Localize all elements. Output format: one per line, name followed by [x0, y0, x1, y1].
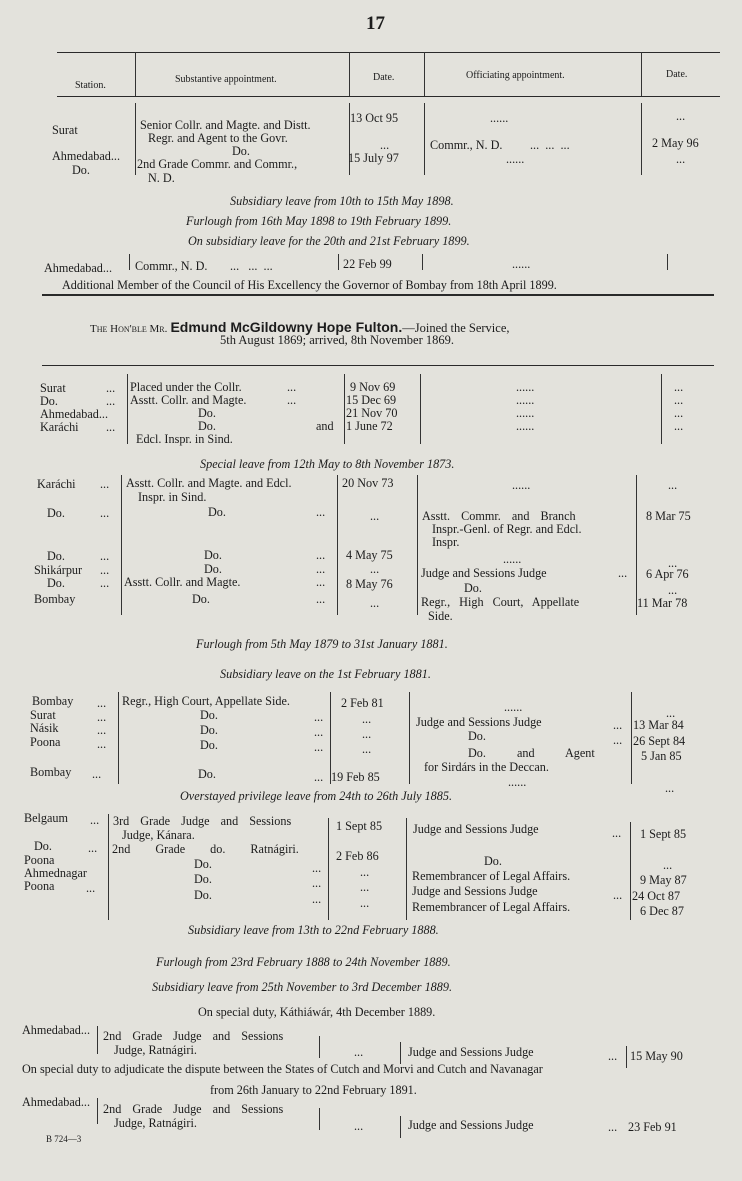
header-officiating: Officiating appointment.: [466, 70, 565, 81]
officiating: ......: [506, 152, 525, 166]
header-date-2: Date.: [666, 69, 688, 80]
off-date: 2 May 96: [652, 136, 699, 150]
col-divider: [424, 103, 425, 175]
date: 15 July 97: [348, 151, 399, 165]
header-divider: [641, 52, 642, 96]
appointment: Do.: [204, 562, 222, 576]
officiating: ......: [516, 380, 535, 394]
station: Surat: [30, 708, 56, 722]
date: ...: [354, 1045, 364, 1059]
officiating: Judge and Sessions Judge: [421, 566, 547, 580]
officiating: ......: [516, 393, 535, 407]
off-date: ...: [663, 858, 673, 872]
col-divider: [667, 254, 668, 270]
leader-dots: ...: [100, 563, 110, 577]
leader-dots: ...: [316, 562, 326, 576]
date: 15 Dec 69: [346, 393, 397, 407]
officiating: for Sirdárs in the Deccan.: [424, 760, 549, 774]
leader-dots: ...: [97, 710, 107, 724]
col-divider: [127, 374, 128, 444]
appointment: Do.: [204, 548, 222, 562]
appointment: Do.: [200, 708, 218, 722]
appointment: N. D.: [148, 171, 175, 185]
appointment: Do.: [200, 738, 218, 752]
col-divider: [400, 1116, 401, 1138]
officiating: ......: [503, 552, 522, 566]
header-divider: [135, 52, 136, 96]
appointment: Judge, Ratnágiri.: [114, 1116, 197, 1130]
col-divider: [338, 254, 339, 270]
off-date: ...: [674, 393, 684, 407]
connector: and: [316, 419, 334, 433]
leave-note: Subsidiary leave from 13th to 22nd February 1888.: [188, 923, 439, 937]
date: 1 June 72: [346, 419, 393, 433]
officiating: Do.: [484, 854, 502, 868]
leader-dots: ...: [608, 1049, 618, 1063]
leave-note: Subsidiary leave from 25th November to 3rd December 1889.: [152, 980, 453, 994]
leader-dots: ...: [106, 420, 116, 434]
appointment: Commr., N. D.: [135, 259, 208, 273]
off-date: 23 Feb 91: [628, 1120, 677, 1134]
date: ...: [370, 596, 380, 610]
appointment: Placed under the Collr.: [130, 380, 242, 394]
leader-dots: ...: [92, 767, 102, 781]
off-date: 9 May 87: [640, 873, 687, 887]
appointment: Do.: [200, 723, 218, 737]
station: Ahmedabad...: [44, 261, 113, 275]
off-date: 13 Mar 84: [633, 718, 684, 732]
col-divider: [319, 1036, 320, 1058]
leave-note: Furlough from 5th May 1879 to 31st January 1881.: [196, 637, 448, 651]
date: 13 Oct 95: [350, 111, 399, 125]
header-divider: [349, 52, 350, 96]
leader-dots: ...: [314, 710, 324, 724]
date: 19 Feb 85: [331, 770, 380, 784]
leader-dots: ...: [314, 725, 324, 739]
station: Bombay: [34, 592, 76, 606]
officiating: Regr., High Court, Appellate: [421, 595, 580, 609]
station: Poona: [24, 853, 55, 867]
officer-name: Edmund McGildowny Hope Fulton.: [170, 319, 403, 335]
off-date: ...: [674, 419, 684, 433]
off-date: 8 Mar 75: [646, 509, 691, 523]
officiating: Judge and Sessions Judge: [412, 884, 538, 898]
appointment: Do.: [194, 857, 212, 871]
leader-dots: ...: [316, 505, 326, 519]
off-date: 5 Jan 85: [641, 749, 682, 763]
off-date: ...: [676, 109, 686, 123]
date: ...: [360, 865, 370, 879]
date: ...: [370, 562, 380, 576]
officiating: Commr., N. D.: [430, 138, 503, 152]
col-divider: [641, 103, 642, 175]
cutch-note: from 26th January to 22nd February 1891.: [210, 1083, 417, 1097]
leader-dots: ... ... ...: [530, 138, 570, 152]
officiating: Judge and Sessions Judge: [408, 1045, 534, 1059]
col-divider: [328, 818, 329, 920]
off-date: 6 Apr 76: [646, 567, 689, 581]
leave-note: Subsidiary leave from 10th to 15th May 1898.: [230, 194, 454, 208]
officiating: ......: [490, 111, 509, 125]
leader-dots: ...: [90, 813, 100, 827]
leader-dots: ...: [613, 733, 623, 747]
station: Ahmednagar: [24, 866, 87, 880]
date: 21 Nov 70: [346, 406, 398, 420]
off-date: 15 May 90: [630, 1049, 683, 1063]
col-divider: [118, 692, 119, 784]
leave-note: Furlough from 16th May 1898 to 19th February 1899.: [186, 214, 452, 228]
col-divider: [135, 103, 136, 175]
leader-dots: ...: [100, 477, 110, 491]
date: 8 May 76: [346, 577, 393, 591]
appointment: 2nd Grade Judge and Sessions: [103, 1102, 284, 1116]
appointment: Do.: [232, 144, 250, 158]
station: Ahmedabad...: [52, 149, 121, 163]
officiating: Remembrancer of Legal Affairs.: [412, 869, 571, 883]
leave-note: Furlough from 23rd February 1888 to 24th November 1889.: [156, 955, 451, 969]
leader-dots: ...: [100, 506, 110, 520]
appointment: Edcl. Inspr. in Sind.: [136, 432, 233, 446]
station: Do.: [72, 163, 90, 177]
appointment: Regr., High Court, Appellate Side.: [122, 694, 290, 708]
officiating: Judge and Sessions Judge: [408, 1118, 534, 1132]
leave-note: Special leave from 12th May to 8th November 1873.: [200, 457, 455, 471]
section-rule: [42, 365, 714, 366]
off-date: 24 Oct 87: [632, 889, 681, 903]
leader-dots: ...: [100, 576, 110, 590]
officer-joined: —Joined the Service,: [402, 321, 510, 335]
council-note: Additional Member of the Council of His Excellency the Governor of Bombay from 18th April 1899.: [62, 278, 557, 292]
section-rule: [42, 294, 714, 296]
officiating: Do.: [468, 729, 486, 743]
date: ...: [360, 880, 370, 894]
header-substantive: Substantive appointment.: [175, 74, 277, 85]
off-date: ...: [674, 406, 684, 420]
appointment: Do.: [194, 888, 212, 902]
off-date: ...: [676, 152, 686, 166]
station: Surat: [52, 123, 78, 137]
off-date: 1 Sept 85: [640, 827, 687, 841]
off-date: 6 Dec 87: [640, 904, 684, 918]
leader-dots: ...: [312, 861, 322, 875]
leader-dots: ...: [608, 1120, 618, 1134]
officiating: ......: [508, 775, 527, 789]
leader-dots: ...: [613, 718, 623, 732]
leader-dots: ...: [314, 770, 324, 784]
station: Poona: [24, 879, 55, 893]
leader-dots: ...: [100, 549, 110, 563]
station: Ahmedabad...: [22, 1023, 91, 1037]
station: Bombay: [32, 694, 74, 708]
off-date: ...: [668, 478, 678, 492]
station: Do.: [34, 839, 52, 853]
leave-note: Overstayed privilege leave from 24th to 26th July 1885.: [180, 789, 453, 803]
appointment: Asstt. Collr. and Magte. and Edcl.: [126, 476, 292, 490]
appointment: Do.: [198, 767, 216, 781]
leader-dots: ...: [287, 393, 297, 407]
station: Ahmedabad...: [22, 1095, 91, 1109]
appointment: 3rd Grade Judge and Sessions: [113, 814, 292, 828]
officiating: Remembrancer of Legal Affairs.: [412, 900, 571, 914]
off-date: ...: [674, 380, 684, 394]
officiating: ......: [504, 700, 523, 714]
date: 22 Feb 99: [343, 257, 392, 271]
leader-dots: ...: [86, 881, 96, 895]
leader-dots: ... ... ...: [230, 259, 273, 273]
officiating: Inspr.: [432, 535, 460, 549]
col-divider: [97, 1098, 98, 1124]
date: 1 Sept 85: [336, 819, 383, 833]
station: Shikárpur: [34, 563, 83, 577]
leader-dots: ...: [97, 737, 107, 751]
col-divider: [422, 254, 423, 270]
appointment: 2nd Grade Commr. and Commr.,: [137, 157, 298, 171]
off-date: ...: [665, 781, 675, 795]
leave-note: On subsidiary leave for the 20th and 21st February 1899.: [188, 234, 470, 248]
leader-dots: ...: [613, 888, 623, 902]
station: Do.: [47, 549, 65, 563]
appointment: Do.: [192, 592, 210, 606]
appointment: Do.: [194, 872, 212, 886]
date: 9 Nov 69: [350, 380, 396, 394]
station: Do.: [47, 576, 65, 590]
leader-dots: ...: [618, 566, 628, 580]
station: Do.: [47, 506, 65, 520]
station: Násik: [30, 721, 59, 735]
leader-dots: ...: [106, 381, 116, 395]
appointment: Inspr. in Sind.: [138, 490, 207, 504]
col-divider: [417, 475, 418, 615]
col-divider: [420, 374, 421, 444]
leader-dots: ...: [316, 548, 326, 562]
station: Poona: [30, 735, 61, 749]
footer-code: B 724—3: [46, 1134, 82, 1144]
leader-dots: ...: [88, 841, 98, 855]
date: ...: [380, 138, 390, 152]
station: Surat: [40, 381, 66, 395]
date: ...: [360, 896, 370, 910]
col-divider: [626, 1046, 627, 1068]
col-divider: [97, 1026, 98, 1054]
station: Ahmedabad...: [40, 407, 109, 421]
appointment: Judge, Kánara.: [122, 828, 195, 842]
appointment: Do.: [198, 419, 216, 433]
officiating: ......: [516, 406, 535, 420]
leader-dots: ...: [316, 575, 326, 589]
appointment: 2nd Grade Judge and Sessions: [103, 1029, 284, 1043]
officiating: Do. and Agent: [468, 746, 595, 760]
col-divider: [344, 374, 345, 444]
appointment: Asstt. Collr. and Magte.: [124, 575, 241, 589]
off-date: 26 Sept 84: [633, 734, 686, 748]
date: 20 Nov 73: [342, 476, 394, 490]
col-divider: [630, 822, 631, 920]
officer-arrival: 5th August 1869; arrived, 8th November 1869.: [220, 333, 454, 347]
appointment: Judge, Ratnágiri.: [114, 1043, 197, 1057]
date: 2 Feb 81: [341, 696, 384, 710]
officiating: ......: [516, 419, 535, 433]
officiating: Inspr.-Genl. of Regr. and Edcl.: [432, 522, 582, 536]
officiating: ......: [512, 257, 531, 271]
col-divider: [661, 374, 662, 444]
appointment: Do.: [208, 505, 226, 519]
date: ...: [370, 509, 380, 523]
officiating: Do.: [464, 581, 482, 595]
col-divider: [409, 692, 410, 784]
col-divider: [121, 475, 122, 615]
leader-dots: ...: [612, 826, 622, 840]
officiating: Judge and Sessions Judge: [413, 822, 539, 836]
page-number: 17: [366, 13, 385, 34]
col-divider: [337, 475, 338, 615]
leader-dots: ...: [314, 740, 324, 754]
col-divider: [319, 1108, 320, 1130]
station: Do.: [40, 394, 58, 408]
station: Karáchi: [40, 420, 79, 434]
officiating: ......: [512, 478, 531, 492]
officer-prefix: The Hon'ble Mr.: [90, 323, 168, 335]
header-bottom-rule: [57, 96, 720, 97]
date: ...: [362, 712, 372, 726]
station: Belgaum: [24, 811, 69, 825]
date: 2 Feb 86: [336, 849, 379, 863]
station: Karáchi: [37, 477, 76, 491]
col-divider: [636, 475, 637, 615]
leader-dots: ...: [97, 696, 107, 710]
leader-dots: ...: [312, 892, 322, 906]
leader-dots: ...: [106, 394, 116, 408]
date: ...: [354, 1119, 364, 1133]
off-date: ...: [668, 583, 678, 597]
officiating: Side.: [428, 609, 453, 623]
appointment: Do.: [198, 406, 216, 420]
col-divider: [631, 692, 632, 784]
col-divider: [108, 814, 109, 920]
col-divider: [129, 254, 130, 270]
date: ...: [362, 727, 372, 741]
date: ...: [362, 742, 372, 756]
header-divider: [424, 52, 425, 96]
appointment: Senior Collr. and Magte. and Distt.: [140, 118, 311, 132]
appointment: 2nd Grade do. Ratnágiri.: [112, 842, 299, 856]
col-divider: [406, 818, 407, 920]
off-date: 11 Mar 78: [637, 596, 688, 610]
leave-note: Subsidiary leave on the 1st February 1881.: [220, 667, 431, 681]
leader-dots: ...: [312, 876, 322, 890]
appointment: Asstt. Collr. and Magte.: [130, 393, 247, 407]
header-top-rule: [57, 52, 720, 53]
appointment: Regr. and Agent to the Govr.: [148, 131, 288, 145]
off-date: ...: [666, 706, 676, 720]
header-date: Date.: [373, 72, 395, 83]
cutch-note: On special duty to adjudicate the dispute between the States of Cutch and Morvi and Cutch and Navanagar: [22, 1062, 543, 1076]
col-divider: [400, 1042, 401, 1064]
leader-dots: ...: [316, 592, 326, 606]
off-date: ...: [668, 556, 678, 570]
station: Bombay: [30, 765, 72, 779]
leader-dots: ...: [97, 723, 107, 737]
header-station: Station.: [75, 80, 106, 91]
officiating: Judge and Sessions Judge: [416, 715, 542, 729]
leader-dots: ...: [287, 380, 297, 394]
special-duty-note: On special duty, Káthiáwár, 4th December 1889.: [198, 1005, 436, 1019]
officiating: Asstt. Commr. and Branch: [422, 509, 576, 523]
date: 4 May 75: [346, 548, 393, 562]
